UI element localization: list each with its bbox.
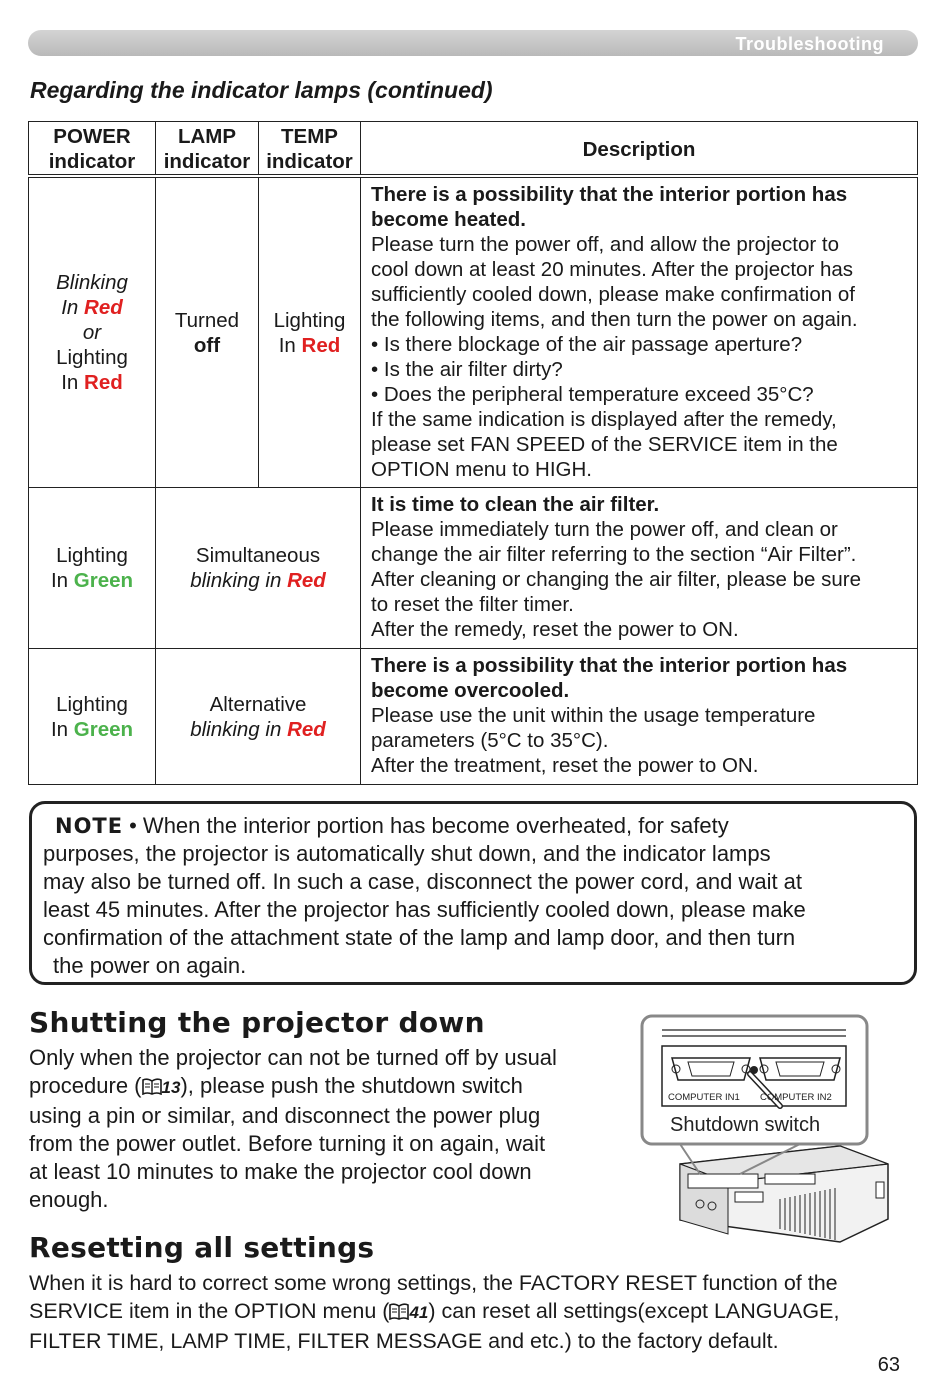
table-header-row	[29, 122, 918, 177]
table-row	[29, 176, 918, 488]
row1-title: There is a possibility that the interior portion has become heated.	[371, 183, 848, 231]
book-icon	[142, 1074, 162, 1091]
shutdown-paragraph	[29, 1044, 557, 1214]
header-bar	[28, 30, 918, 56]
row3-line: Please use the unit within the usage temperature	[371, 704, 816, 727]
page-ref: 41	[409, 1303, 429, 1322]
row3-lamp-temp: Alternative blinking in Red	[156, 649, 361, 785]
row2-title: It is time to clean the air filter.	[371, 493, 660, 516]
book-icon	[389, 1299, 409, 1316]
row1-line: If the same indication is displayed after the remedy,	[371, 408, 837, 431]
row1-line: OPTION menu to HIGH.	[371, 458, 592, 481]
table-row	[29, 649, 918, 785]
note-line: the power on again.	[53, 953, 247, 978]
note-line: NOTE • When the interior portion has become overheated, for safety	[55, 813, 729, 838]
row1-line: sufficiently cooled down, please make confirmation of	[371, 283, 855, 306]
page-ref: 13	[161, 1078, 181, 1097]
row3-title: There is a possibility that the interior portion has become overcooled.	[371, 654, 848, 702]
page-number: 63	[877, 1354, 900, 1376]
reset-paragraph	[29, 1269, 839, 1355]
row1-description	[361, 176, 918, 488]
vga-port-icon	[760, 1058, 840, 1080]
note-line: confirmation of the attachment state of the lamp and lamp door, and then turn	[43, 925, 796, 950]
row3-description	[361, 649, 918, 785]
shutdown-line: from the power outlet. Before turning it on again, wait	[29, 1131, 546, 1156]
row2-line: After the remedy, reset the power to ON.	[371, 618, 739, 641]
reset-heading: Resetting all settings	[29, 1231, 375, 1264]
shutdown-line: using a pin or similar, and disconnect the power plug	[29, 1103, 541, 1128]
note-line: least 45 minutes. After the projector has sufficiently cooled down, please make	[43, 897, 806, 922]
row1-line: cool down at least 20 minutes. After the projector has	[371, 258, 854, 281]
row2-description	[361, 488, 918, 649]
note-label: NOTE	[55, 814, 124, 838]
header-temp: TEMP indicator	[259, 122, 361, 177]
header-power: POWER indicator	[29, 122, 156, 177]
diagram-caption: Shutdown switch	[670, 1114, 821, 1136]
reset-line: FILTER TIME, LAMP TIME, FILTER MESSAGE and etc.) to the factory default.	[29, 1329, 779, 1353]
row2-power: Lighting In Green	[29, 488, 156, 649]
row1-line: the following items, and then turn the power on again.	[371, 308, 858, 331]
reset-line: When it is hard to correct some wrong settings, the FACTORY RESET function of the	[29, 1271, 838, 1295]
row2-line: to reset the filter timer.	[371, 593, 574, 616]
row1-line: • Is there blockage of the air passage aperture?	[371, 333, 803, 356]
shutdown-switch-diagram	[640, 1014, 890, 1249]
header-lamp: LAMP indicator	[156, 122, 259, 177]
shutdown-line: enough.	[29, 1187, 109, 1212]
indicator-table	[28, 121, 918, 785]
port1-label: COMPUTER IN1	[668, 1092, 740, 1103]
row2-line: Please immediately turn the power off, and clean or	[371, 518, 838, 541]
row1-line: Please turn the power off, and allow the projector to	[371, 233, 839, 256]
table-row	[29, 488, 918, 649]
row3-line: After the treatment, reset the power to ON.	[371, 754, 759, 777]
row2-line: After cleaning or changing the air filter, please be sure	[371, 568, 862, 591]
shutdown-line: procedure ( 13), please push the shutdown switch	[29, 1073, 523, 1098]
note-box	[29, 801, 917, 985]
shutdown-heading: Shutting the projector down	[29, 1006, 485, 1039]
row1-temp: Lighting In Red	[259, 176, 361, 488]
vga-port-icon	[672, 1058, 750, 1080]
header-description: Description	[361, 122, 918, 177]
row1-line: please set FAN SPEED of the SERVICE item in the	[371, 433, 838, 456]
row1-line: • Does the peripheral temperature exceed 35°C?	[371, 383, 814, 406]
section-label: Troubleshooting	[735, 34, 884, 54]
row1-line: • Is the air filter dirty?	[371, 358, 563, 381]
projector-illustration	[680, 1146, 888, 1242]
shutdown-line: Only when the projector can not be turned off by usual	[29, 1045, 557, 1070]
row2-line: change the air filter referring to the section “Air Filter”.	[371, 543, 857, 566]
note-line: purposes, the projector is automatically shut down, and the indicator lamps	[43, 841, 771, 866]
row3-power: Lighting In Green	[29, 649, 156, 785]
row1-lamp: Turned off	[156, 176, 259, 488]
note-line: may also be turned off. In such a case, disconnect the power cord, and wait at	[43, 869, 803, 894]
reset-line: SERVICE item in the OPTION menu ( 41) can reset all settings(except LANGUAGE,	[29, 1299, 840, 1323]
row2-lamp-temp: Simultaneous blinking in Red	[156, 488, 361, 649]
row3-line: parameters (5°C to 35°C).	[371, 729, 609, 752]
row1-power: Blinking In Red or Lighting In Red	[29, 176, 156, 488]
shutdown-line: at least 10 minutes to make the projector cool down	[29, 1159, 532, 1184]
port2-label: COMPUTER IN2	[760, 1092, 832, 1103]
page-subtitle: Regarding the indicator lamps (continued)	[30, 77, 493, 103]
